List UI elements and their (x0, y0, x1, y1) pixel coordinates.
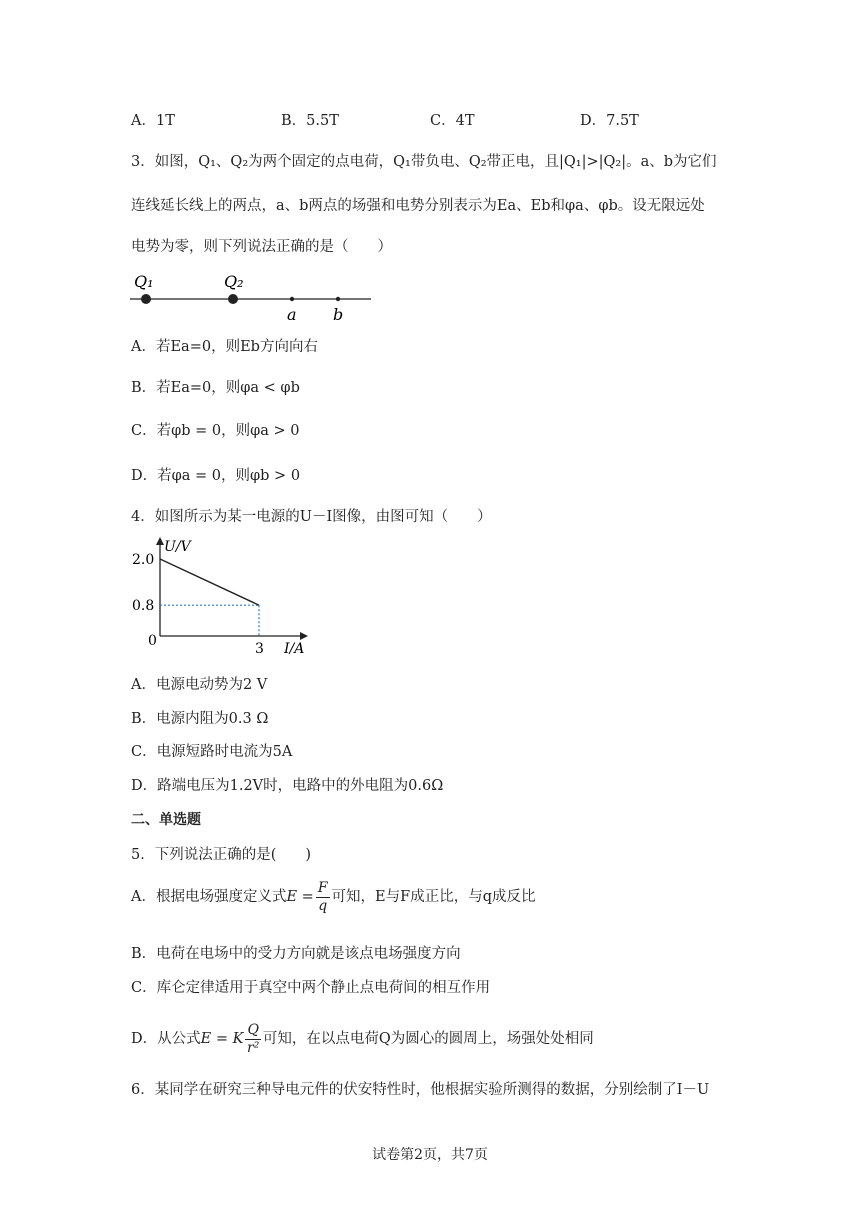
formula-lhs: E = K (200, 1031, 244, 1047)
formula-numerator: Q (247, 1021, 259, 1038)
q3-charge-figure (128, 268, 378, 324)
option-a: A．1T (131, 113, 175, 129)
q3-stem-line1: 3．如图，Q₁、Q₂为两个固定的点电荷，Q₁带负电、Q₂带正电，且|Q₁|>|Q₂|。a、b为它们 (131, 154, 717, 170)
section-title: 二、单选题 (131, 812, 201, 828)
origin-label: 0 (148, 633, 157, 649)
page-footer: 试卷第2页，共7页 (372, 1147, 488, 1163)
option-d: D．7.5T (580, 113, 639, 129)
label-q2: Q₂ (224, 272, 244, 291)
x-tick-label: 3 (255, 641, 264, 657)
option-c: C．4T (430, 113, 475, 129)
q4-option-d: D．路端电压为1.2V时，电路中的外电阻为0.6Ω (131, 778, 444, 794)
q6-stem: 6．某同学在研究三种导电元件的伏安特性时，他根据实验所测得的数据，分别绘制了I－U (131, 1082, 710, 1098)
q5-option-a-post: 可知，E与F成正比，与q成反比 (331, 889, 536, 905)
q3-option-a: A．若Ea=0，则Eb方向向右 (131, 339, 318, 355)
series-line (160, 559, 259, 605)
x-axis-label: I/A (284, 641, 305, 657)
point-a-dot (290, 297, 294, 301)
charge-q1-dot (141, 294, 151, 304)
y-axis-arrow (156, 537, 164, 545)
q5-option-a-pre: A．根据电场强度定义式 (131, 889, 287, 905)
q5-option-d-post: 可知，在以点电荷Q为圆心的圆周上，场强处处相同 (262, 1031, 594, 1047)
option-b: B．5.5T (281, 113, 339, 129)
formula-denominator: q (318, 897, 328, 914)
q3-stem-line2: 连线延长线上的两点，a、b两点的场强和电势分别表示为Ea、Eb和φa、φb。设无限远处 (131, 198, 705, 214)
q5-option-d-pre: D．从公式 (131, 1031, 201, 1047)
y-tick-label: 0.8 (132, 598, 155, 615)
q5-option-a (131, 877, 535, 917)
q5-stem: 5．下列说法正确的是( ) (131, 847, 312, 863)
q4-option-c: C．电源短路时电流为5A (131, 744, 293, 760)
label-b: b (333, 305, 344, 324)
y-tick-label: 2.0 (132, 552, 155, 568)
charge-q2-dot (228, 294, 238, 304)
q4-ui-chart (128, 535, 318, 659)
formula-numerator: F (317, 879, 328, 896)
q5-option-c: C．库仑定律适用于真空中两个静止点电荷间的相互作用 (131, 980, 491, 996)
q4-stem: 4．如图所示为某一电源的U－I图像，由图可知（ ） (131, 509, 492, 525)
y-axis-label: U/V (164, 539, 191, 555)
point-b-dot (336, 297, 340, 301)
q4-option-b: B．电源内阻为0.3 Ω (131, 711, 269, 727)
formula-fraction (245, 1022, 260, 1057)
q3-option-b: B．若Ea=0，则φa < φb (131, 380, 300, 396)
formula-denominator: r² (247, 1039, 260, 1056)
x-axis-arrow (300, 632, 308, 640)
formula-fraction (316, 880, 330, 915)
q5-option-d (131, 1019, 594, 1059)
q3-option-d: D．若φa = 0，则φb > 0 (131, 468, 301, 484)
q3-option-c: C．若φb = 0，则φa > 0 (131, 423, 300, 439)
q3-stem-line3: 电势为零，则下列说法正确的是（ ） (131, 239, 392, 255)
q5-option-b: B．电荷在电场中的受力方向就是该点电场强度方向 (131, 946, 461, 962)
label-q1: Q₁ (134, 272, 154, 291)
label-a: a (287, 305, 297, 324)
q4-option-a: A．电源电动势为2 V (131, 677, 268, 693)
formula-lhs: E = (286, 889, 314, 905)
